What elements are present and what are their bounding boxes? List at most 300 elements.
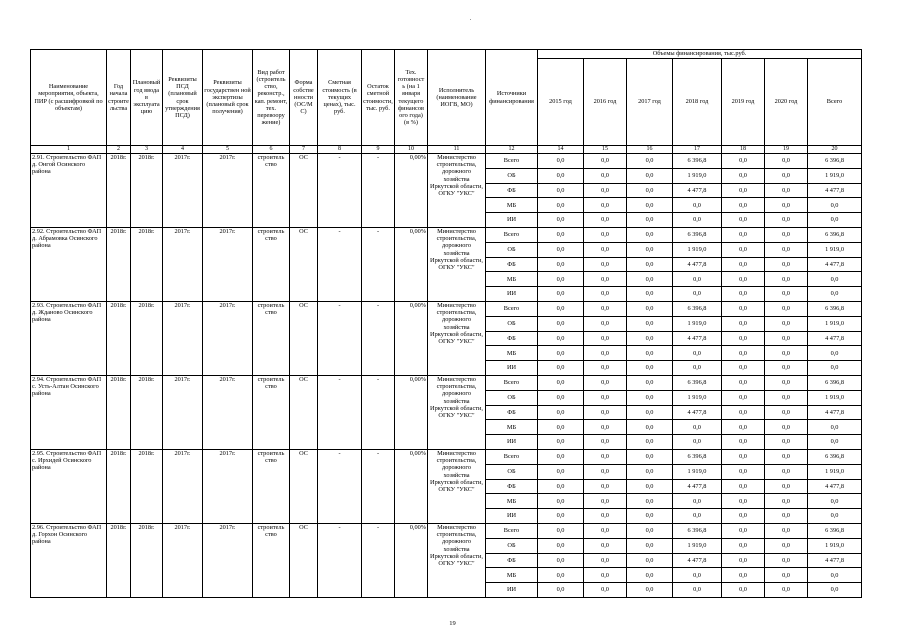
funding-value: 0,0 [722, 449, 765, 464]
funding-value: 0,0 [538, 213, 584, 228]
funding-value: 4 477,8 [673, 553, 722, 568]
funding-value: 0,0 [765, 479, 808, 494]
funding-value: 0,0 [627, 509, 673, 524]
funding-value: 0,0 [627, 257, 673, 272]
commission-year: 2018г. [131, 449, 163, 523]
funding-value: 4 477,8 [673, 479, 722, 494]
column-number: 10 [395, 146, 428, 154]
funding-value: 0,0 [722, 154, 765, 169]
funding-value: 6 396,8 [808, 375, 862, 390]
funding-source: ФБ [486, 331, 538, 346]
column-number: 2 [107, 146, 131, 154]
funding-value: 0,0 [627, 361, 673, 376]
funding-value: 0,0 [765, 287, 808, 302]
funding-value: 1 919,0 [808, 316, 862, 331]
funding-value: 0,0 [627, 183, 673, 198]
funding-source: ФБ [486, 405, 538, 420]
cost-remainder: - [362, 227, 395, 301]
start-year: 2018г. [107, 375, 131, 449]
funding-value: 0,0 [722, 257, 765, 272]
funding-value: 0,0 [538, 331, 584, 346]
ownership: ОС [290, 449, 318, 523]
funding-value: 0,0 [722, 301, 765, 316]
estimated-cost: - [318, 301, 362, 375]
table-row [31, 301, 862, 316]
ownership: ОС [290, 301, 318, 375]
work-type: строитель ство [253, 227, 290, 301]
funding-value: 0,0 [627, 464, 673, 479]
executor: Министерство строительства, дорожного хозяйства Иркутской области, ОГКУ "УКС" [428, 523, 486, 597]
psd-date: 2017г. [163, 301, 203, 375]
funding-source: ОБ [486, 390, 538, 405]
funding-value: 0,0 [584, 375, 627, 390]
header-funding-volume: Объемы финансирования, тыс.руб. [538, 50, 862, 59]
funding-source: Всего [486, 449, 538, 464]
funding-value: 0,0 [673, 420, 722, 435]
executor: Министерство строительства, дорожного хозяйства Иркутской области, ОГКУ "УКС" [428, 449, 486, 523]
start-year: 2018г. [107, 449, 131, 523]
funding-value: 0,0 [627, 583, 673, 598]
funding-value: 0,0 [765, 405, 808, 420]
funding-value: 0,0 [584, 449, 627, 464]
funding-value: 0,0 [673, 509, 722, 524]
funding-value: 0,0 [538, 538, 584, 553]
commission-year: 2018г. [131, 154, 163, 228]
funding-value: 0,0 [673, 272, 722, 287]
funding-value: 0,0 [627, 213, 673, 228]
funding-value: 4 477,8 [808, 183, 862, 198]
funding-value: 0,0 [808, 583, 862, 598]
start-year: 2018г. [107, 227, 131, 301]
funding-value: 0,0 [627, 420, 673, 435]
funding-value: 0,0 [627, 272, 673, 287]
funding-value: 6 396,8 [808, 449, 862, 464]
header-expertise: Реквизиты государствен ной экспертизы (плановый срок получения) [203, 50, 253, 146]
funding-value: 0,0 [722, 272, 765, 287]
psd-date: 2017г. [163, 523, 203, 597]
funding-value: 0,0 [722, 183, 765, 198]
object-name: 2.92. Строительство ФАП д. Абрамовка Осинского района [31, 227, 107, 301]
funding-value: 0,0 [627, 538, 673, 553]
funding-source: МБ [486, 494, 538, 509]
funding-value: 0,0 [627, 449, 673, 464]
funding-value: 0,0 [584, 301, 627, 316]
column-number: 16 [627, 146, 673, 154]
funding-value: 0,0 [538, 435, 584, 450]
work-type: строитель ство [253, 154, 290, 228]
funding-source: ИИ [486, 509, 538, 524]
funding-value: 0,0 [765, 494, 808, 509]
funding-value: 0,0 [765, 375, 808, 390]
funding-value: 0,0 [584, 287, 627, 302]
funding-value: 4 477,8 [673, 257, 722, 272]
readiness: 0,00% [395, 301, 428, 375]
expertise-date: 2017г. [203, 301, 253, 375]
funding-value: 0,0 [765, 390, 808, 405]
executor: Министерство строительства, дорожного хозяйства Иркутской области, ОГКУ "УКС" [428, 227, 486, 301]
object-name: 2.91. Строительство ФАП д. Онгой Осинского района [31, 154, 107, 228]
funding-source: Всего [486, 301, 538, 316]
executor: Министерство строительства, дорожного хозяйства Иркутской области, ОГКУ "УКС" [428, 375, 486, 449]
estimated-cost: - [318, 523, 362, 597]
funding-value: 0,0 [627, 375, 673, 390]
funding-value: 0,0 [722, 316, 765, 331]
funding-source: ФБ [486, 553, 538, 568]
funding-value: 0,0 [538, 242, 584, 257]
funding-value: 0,0 [584, 568, 627, 583]
column-number: 19 [765, 146, 808, 154]
funding-value: 0,0 [584, 583, 627, 598]
readiness: 0,00% [395, 154, 428, 228]
funding-value: 0,0 [584, 464, 627, 479]
cost-remainder: - [362, 375, 395, 449]
funding-value: 4 477,8 [808, 479, 862, 494]
funding-value: 0,0 [673, 435, 722, 450]
commission-year: 2018г. [131, 301, 163, 375]
funding-value: 0,0 [538, 198, 584, 213]
funding-value: 0,0 [584, 420, 627, 435]
funding-value: 0,0 [538, 553, 584, 568]
funding-value: 4 477,8 [673, 183, 722, 198]
funding-value: 4 477,8 [808, 405, 862, 420]
cost-remainder: - [362, 301, 395, 375]
funding-value: 6 396,8 [808, 301, 862, 316]
funding-value: 0,0 [627, 346, 673, 361]
table-row [31, 227, 862, 242]
funding-value: 6 396,8 [808, 154, 862, 169]
funding-value: 0,0 [584, 213, 627, 228]
funding-value: 4 477,8 [808, 553, 862, 568]
funding-source: ИИ [486, 583, 538, 598]
funding-value: 0,0 [538, 405, 584, 420]
funding-value: 0,0 [584, 198, 627, 213]
funding-value: 0,0 [627, 227, 673, 242]
column-number: 11 [428, 146, 486, 154]
funding-value: 0,0 [722, 523, 765, 538]
funding-value: 0,0 [627, 523, 673, 538]
page-number: 19 [449, 620, 456, 627]
funding-value: 0,0 [808, 420, 862, 435]
funding-value: 0,0 [584, 553, 627, 568]
start-year: 2018г. [107, 154, 131, 228]
funding-value: 0,0 [765, 464, 808, 479]
object-name: 2.95. Строительство ФАП с. Ирхидей Осинского района [31, 449, 107, 523]
funding-value: 0,0 [722, 553, 765, 568]
funding-source: ФБ [486, 183, 538, 198]
funding-value: 0,0 [765, 583, 808, 598]
funding-value: 0,0 [765, 509, 808, 524]
funding-value: 0,0 [673, 198, 722, 213]
funding-value: 0,0 [765, 523, 808, 538]
funding-value: 0,0 [673, 568, 722, 583]
column-number: 6 [253, 146, 290, 154]
funding-value: 0,0 [538, 479, 584, 494]
estimated-cost: - [318, 227, 362, 301]
funding-source: МБ [486, 272, 538, 287]
funding-value: 0,0 [584, 183, 627, 198]
funding-source: ОБ [486, 464, 538, 479]
funding-value: 0,0 [765, 346, 808, 361]
funding-value: 1 919,0 [808, 390, 862, 405]
psd-date: 2017г. [163, 227, 203, 301]
funding-value: 6 396,8 [808, 227, 862, 242]
column-number: 3 [131, 146, 163, 154]
header-year-2018: 2018 год [673, 59, 722, 146]
funding-source: ИИ [486, 361, 538, 376]
commission-year: 2018г. [131, 523, 163, 597]
header-year-2016: 2016 год [584, 59, 627, 146]
funding-value: 0,0 [584, 257, 627, 272]
funding-value: 1 919,0 [808, 242, 862, 257]
funding-value: 0,0 [765, 154, 808, 169]
funding-value: 6 396,8 [673, 375, 722, 390]
funding-value: 1 919,0 [673, 538, 722, 553]
expertise-date: 2017г. [203, 523, 253, 597]
funding-value: 0,0 [722, 568, 765, 583]
column-number: 7 [290, 146, 318, 154]
funding-value: 0,0 [722, 198, 765, 213]
psd-date: 2017г. [163, 449, 203, 523]
funding-value: 0,0 [808, 213, 862, 228]
funding-value: 0,0 [765, 198, 808, 213]
funding-value: 1 919,0 [673, 242, 722, 257]
header-year-2015: 2015 год [538, 59, 584, 146]
funding-value: 0,0 [627, 316, 673, 331]
funding-value: 0,0 [765, 213, 808, 228]
funding-value: 6 396,8 [673, 227, 722, 242]
funding-value: 0,0 [765, 553, 808, 568]
funding-value: 0,0 [584, 227, 627, 242]
funding-value: 0,0 [673, 583, 722, 598]
funding-source: Всего [486, 154, 538, 169]
header-work-type: Вид работ (строитель ство, реконстр., кап. ремонт, тех. перевоору жение) [253, 50, 290, 146]
readiness: 0,00% [395, 227, 428, 301]
funding-value: 0,0 [627, 568, 673, 583]
funding-value: 0,0 [538, 523, 584, 538]
funding-value: 0,0 [538, 375, 584, 390]
funding-value: 0,0 [722, 375, 765, 390]
funding-value: 0,0 [765, 272, 808, 287]
executor: Министерство строительства, дорожного хозяйства Иркутской области, ОГКУ "УКС" [428, 154, 486, 228]
funding-value: 0,0 [765, 257, 808, 272]
funding-value: 0,0 [722, 405, 765, 420]
funding-value: 0,0 [722, 346, 765, 361]
funding-value: 0,0 [627, 331, 673, 346]
funding-value: 0,0 [538, 272, 584, 287]
funding-value: 0,0 [538, 420, 584, 435]
column-number: 5 [203, 146, 253, 154]
funding-value: 0,0 [538, 183, 584, 198]
funding-value: 0,0 [673, 494, 722, 509]
work-type: строитель ство [253, 449, 290, 523]
table-body [31, 154, 862, 598]
funding-value: 4 477,8 [808, 257, 862, 272]
column-number: 20 [808, 146, 862, 154]
psd-date: 2017г. [163, 375, 203, 449]
funding-value: 0,0 [722, 435, 765, 450]
funding-value: 0,0 [627, 553, 673, 568]
funding-value: 0,0 [584, 331, 627, 346]
funding-value: 0,0 [538, 449, 584, 464]
object-name: 2.93. Строительство ФАП д. Жданово Осинского района [31, 301, 107, 375]
readiness: 0,00% [395, 449, 428, 523]
funding-value: 0,0 [808, 287, 862, 302]
funding-source: ФБ [486, 257, 538, 272]
cost-remainder: - [362, 154, 395, 228]
funding-value: 0,0 [538, 568, 584, 583]
funding-source: ОБ [486, 538, 538, 553]
expertise-date: 2017г. [203, 154, 253, 228]
funding-value: 1 919,0 [673, 390, 722, 405]
funding-value: 0,0 [722, 494, 765, 509]
header-year-2017: 2017 год [627, 59, 673, 146]
cost-remainder: - [362, 523, 395, 597]
funding-value: 0,0 [765, 361, 808, 376]
funding-value: 0,0 [538, 346, 584, 361]
funding-value: 0,0 [538, 509, 584, 524]
funding-value: 0,0 [722, 287, 765, 302]
funding-value: 0,0 [808, 198, 862, 213]
readiness: 0,00% [395, 375, 428, 449]
funding-value: 0,0 [627, 479, 673, 494]
funding-source: ФБ [486, 479, 538, 494]
object-name: 2.96. Строительство ФАП д. Горхон Осинского района [31, 523, 107, 597]
funding-value: 0,0 [584, 509, 627, 524]
psd-date: 2017г. [163, 154, 203, 228]
funding-table [30, 49, 862, 598]
funding-value: 0,0 [627, 242, 673, 257]
header-total: Всего [808, 59, 862, 146]
column-number: 14 [538, 146, 584, 154]
funding-value: 0,0 [584, 242, 627, 257]
funding-value: 0,0 [722, 361, 765, 376]
funding-value: 0,0 [765, 538, 808, 553]
funding-value: 4 477,8 [673, 331, 722, 346]
funding-value: 0,0 [765, 227, 808, 242]
funding-source: МБ [486, 568, 538, 583]
funding-value: 6 396,8 [673, 154, 722, 169]
funding-value: 0,0 [538, 316, 584, 331]
header-commission-year: Плановый год ввода в эксплуата цию [131, 50, 163, 146]
column-number: 4 [163, 146, 203, 154]
commission-year: 2018г. [131, 375, 163, 449]
cost-remainder: - [362, 449, 395, 523]
funding-value: 0,0 [765, 301, 808, 316]
funding-value: 0,0 [538, 361, 584, 376]
funding-value: 0,0 [673, 361, 722, 376]
funding-value: 0,0 [627, 435, 673, 450]
expertise-date: 2017г. [203, 449, 253, 523]
table-row [31, 523, 862, 538]
scan-dot [470, 19, 471, 20]
funding-value: 0,0 [538, 583, 584, 598]
funding-value: 0,0 [584, 272, 627, 287]
funding-source: ИИ [486, 213, 538, 228]
table-row [31, 375, 862, 390]
header-ownership: Форма собстве нности (ОС/М С) [290, 50, 318, 146]
funding-source: МБ [486, 198, 538, 213]
work-type: строитель ство [253, 375, 290, 449]
funding-value: 0,0 [722, 509, 765, 524]
estimated-cost: - [318, 449, 362, 523]
funding-value: 6 396,8 [808, 523, 862, 538]
header-sources: Источники финансирования [486, 50, 538, 146]
funding-value: 0,0 [765, 435, 808, 450]
funding-value: 1 919,0 [808, 464, 862, 479]
funding-value: 0,0 [722, 390, 765, 405]
funding-value: 0,0 [765, 316, 808, 331]
funding-value: 0,0 [808, 346, 862, 361]
funding-value: 0,0 [722, 168, 765, 183]
executor: Министерство строительства, дорожного хозяйства Иркутской области, ОГКУ "УКС" [428, 301, 486, 375]
funding-source: Всего [486, 523, 538, 538]
object-name: 2.94. Строительство ФАП с. Усть-Алтан Осинского района [31, 375, 107, 449]
funding-value: 0,0 [584, 390, 627, 405]
funding-value: 6 396,8 [673, 301, 722, 316]
header-remainder: Остаток сметной стоимости, тыс. руб. [362, 50, 395, 146]
funding-value: 0,0 [722, 213, 765, 228]
column-number: 18 [722, 146, 765, 154]
funding-value: 0,0 [722, 479, 765, 494]
header-readiness: Тех. готовност ь (на 1 января текущего финансов ого года) (в %) [395, 50, 428, 146]
funding-value: 0,0 [627, 494, 673, 509]
column-number: 17 [673, 146, 722, 154]
funding-value: 0,0 [538, 154, 584, 169]
funding-value: 1 919,0 [808, 168, 862, 183]
table-row [31, 154, 862, 169]
funding-value: 0,0 [627, 168, 673, 183]
funding-value: 0,0 [584, 479, 627, 494]
funding-source: ОБ [486, 242, 538, 257]
work-type: строитель ство [253, 301, 290, 375]
funding-value: 0,0 [722, 538, 765, 553]
funding-value: 4 477,8 [673, 405, 722, 420]
funding-value: 0,0 [584, 538, 627, 553]
funding-value: 0,0 [673, 213, 722, 228]
funding-value: 0,0 [673, 287, 722, 302]
funding-value: 0,0 [627, 405, 673, 420]
funding-value: 0,0 [808, 568, 862, 583]
readiness: 0,00% [395, 523, 428, 597]
header-executor: Исполнитель (наименование ИОГВ, МО) [428, 50, 486, 146]
start-year: 2018г. [107, 301, 131, 375]
table-row [31, 449, 862, 464]
funding-source: ИИ [486, 435, 538, 450]
funding-value: 6 396,8 [673, 449, 722, 464]
funding-value: 0,0 [722, 583, 765, 598]
funding-source: Всего [486, 375, 538, 390]
funding-source: ОБ [486, 168, 538, 183]
column-number: 9 [362, 146, 395, 154]
ownership: ОС [290, 154, 318, 228]
funding-value: 0,0 [765, 449, 808, 464]
funding-value: 0,0 [538, 257, 584, 272]
funding-value: 0,0 [627, 287, 673, 302]
header-name: Наименование мероприятия, объекта, ПИР (с расшифровкой по объектам) [31, 50, 107, 146]
ownership: ОС [290, 375, 318, 449]
ownership: ОС [290, 227, 318, 301]
header-psd: Реквизиты ПСД (плановый срок утверждения ПСД) [163, 50, 203, 146]
column-number: 8 [318, 146, 362, 154]
funding-value: 0,0 [538, 464, 584, 479]
funding-value: 0,0 [808, 435, 862, 450]
funding-value: 0,0 [765, 568, 808, 583]
funding-value: 0,0 [765, 331, 808, 346]
funding-value: 1 919,0 [673, 168, 722, 183]
column-number: 15 [584, 146, 627, 154]
funding-value: 0,0 [722, 227, 765, 242]
funding-value: 0,0 [584, 435, 627, 450]
